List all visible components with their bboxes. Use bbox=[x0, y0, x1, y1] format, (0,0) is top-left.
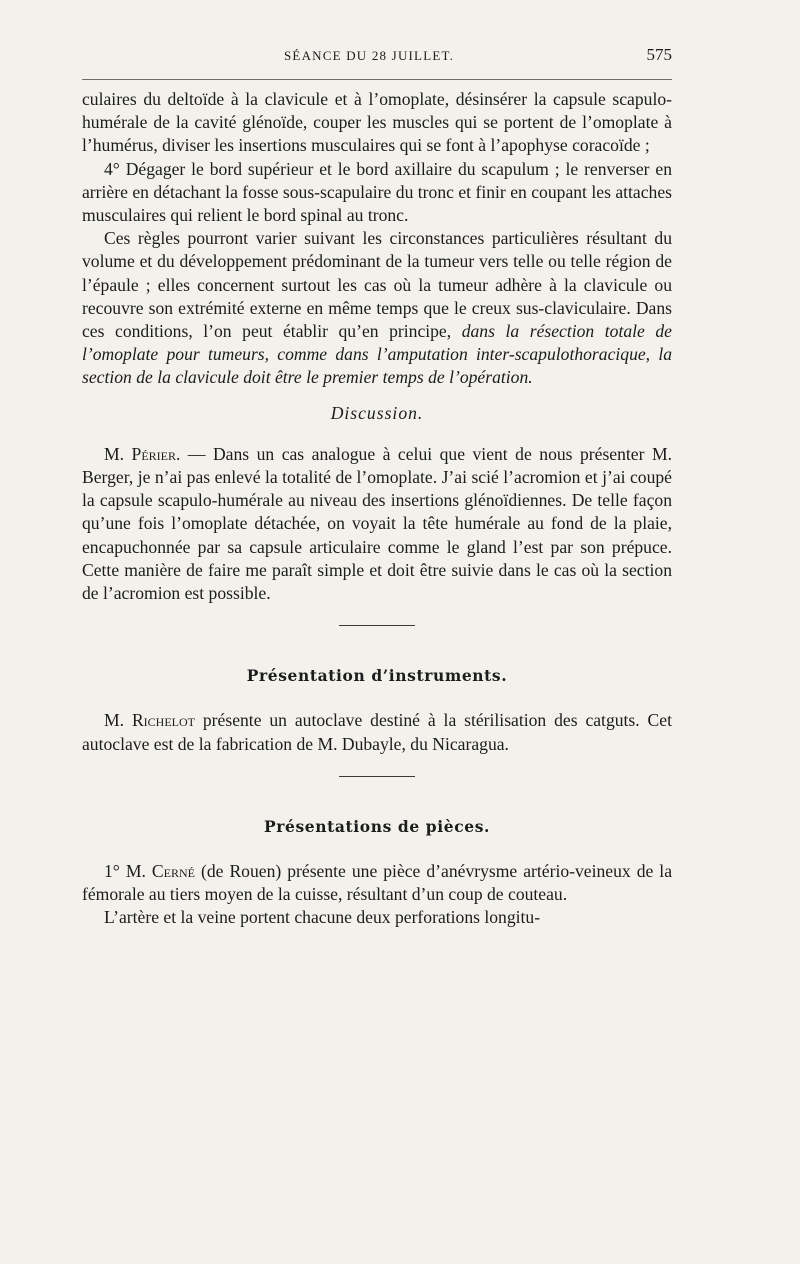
paragraph-cerne-text: (de Rouen) présente une pièce d’anévrysme artério-veineux de la fémorale au tiers moyen de la cuisse, résultant d’un coup de couteau. bbox=[82, 861, 673, 905]
paragraph-rules-italic: dans la résection totale de l’omoplate pour tumeurs, comme dans l’amputation inter-scapulothoracique, la section de la clavicule doit être le premier temps de l’opération. bbox=[82, 321, 672, 388]
paragraph-cerne bbox=[82, 860, 672, 906]
separator-rule bbox=[339, 625, 415, 626]
speaker-richelot: Richelot bbox=[131, 710, 195, 731]
page-body bbox=[82, 88, 672, 930]
paragraph-step-4: 4° Dégager le bord supérieur et le bord axillaire du scapulum ; le renverser en arrière en détachant la fosse sous-scapulaire du tronc et finir en coupant les attaches musculaires qui relient le bord spinal au tronc. bbox=[82, 158, 672, 226]
paragraph-rules bbox=[82, 227, 672, 389]
paragraph-continued: culaires du deltoïde à la clavicule et à l’omoplate, désinsérer la capsule scapulo-humérale de la cavité glénoïde, couper les muscles qui se portent de l’omoplate à l’humérus, diviser les insertions musculaires qui se font à l’apophyse coracoïde ; bbox=[82, 89, 672, 156]
section-title-pieces: Présentations de pièces. bbox=[263, 816, 491, 836]
header-rule bbox=[82, 79, 672, 80]
separator-rule-2 bbox=[339, 776, 415, 777]
prefix-cerne: 1° M. bbox=[104, 861, 152, 882]
paragraph-perier-text: — Dans un cas analogue à celui que vient de nous présenter M. Berger, je n’ai pas enlevé la totalité de l’omoplate. J’ai scié l’acromion et j’ai coupé la capsule scapulo-humérale au niveau des insertions glénoïdiennes. De telle façon qu’une fois l’omoplate détachée, on voyait la tête humérale au fond de la plaie, encapuchonnée par sa capsule articulaire comme le gland l’est par son prépuce. Cette manière de faire me paraît simple et doit être suivie dans le cas où la section de l’acromion est possible. bbox=[82, 443, 672, 604]
section-title-instruments: Présentation d’instruments. bbox=[246, 666, 508, 686]
page-number: 575 bbox=[646, 45, 672, 64]
running-title: SÉANCE DU 28 JUILLET. bbox=[284, 48, 455, 63]
book-page bbox=[82, 0, 672, 1264]
paragraph-artery: L’artère et la veine portent chacune deux perforations longitu- bbox=[104, 907, 541, 928]
speaker-perier: M. Périer. bbox=[104, 443, 181, 464]
paragraph-rules-text: Ces règles pourront varier suivant les circonstances particulières résultant du volume et du développement prédominant de la tumeur vers telle ou telle région de l’épaule ; elles concernent surtout les cas où la tumeur adhère à la clavicule ou recouvre son extrémité externe en même temps que le creux sus-claviculaire. Dans ces conditions, l’on peut établir qu’en principe, bbox=[82, 228, 672, 342]
paragraph-perier bbox=[82, 443, 672, 605]
paragraph-richelot-text: présente un autoclave destiné à la stérilisation des catguts. Cet autoclave est de la fabrication de M. Dubayle, du Nicaragua. bbox=[82, 710, 672, 754]
speaker-cerne: Cerné bbox=[151, 861, 195, 882]
paragraph-richelot bbox=[82, 709, 672, 755]
page-header bbox=[82, 44, 672, 68]
discussion-heading: Discussion. bbox=[330, 402, 424, 423]
prefix-richelot: M. bbox=[104, 710, 132, 731]
